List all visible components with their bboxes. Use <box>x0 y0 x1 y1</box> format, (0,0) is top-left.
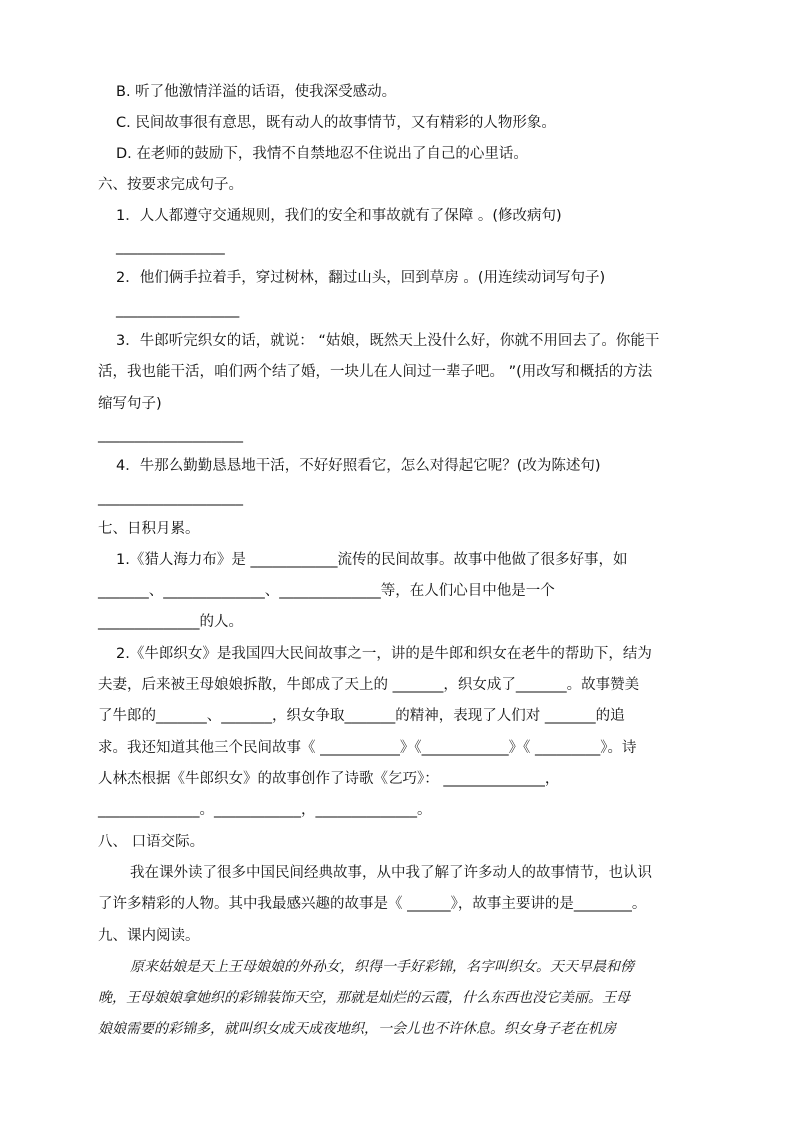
question-6-3-line-1: 3．牛郎听完织女的话，就说： “姑娘，既然天上没什么好，你就不用回去了。你能干 <box>116 333 660 349</box>
section-6-heading: 六、按要求完成句子。 <box>98 177 243 193</box>
reading-passage-line-2: 晚，王母娘娘拿她织的彩锦装饰天空，那就是灿烂的云霞，什么东西也没它美丽。王母 <box>98 990 630 1006</box>
question-7-2-line-4: 求。我还知道其他三个民间故事《 ___________》《____________》《 _________》。诗 <box>98 740 637 756</box>
section-8-heading: 八、 口语交际。 <box>98 834 205 850</box>
question-7-1-line-3: ______________的人。 <box>98 614 243 630</box>
option-d: D. 在老师的鼓励下，我情不自禁地忍不住说出了自己的心里话。 <box>116 146 528 162</box>
question-7-1-line-2: _______、______________、______________等，在人们心目中他是一个 <box>98 583 555 599</box>
question-6-1: 1．人人都遵守交通规则，我们的安全和事故就有了保障 。(修改病句) <box>116 208 562 224</box>
question-7-2-line-5: 人林杰根据《牛郎织女》的故事创作了诗歌《乞巧》： ______________， <box>98 771 560 787</box>
question-7-2-line-3: 了牛郎的_______、_______，织女争取_______的精神，表现了人们对 _______的追 <box>98 708 625 724</box>
question-7-2-line-1: 2.《牛郎织女》是我国四大民间故事之一，讲的是牛郎和织女在老牛的帮助下，结为 <box>116 646 652 662</box>
answer-blank-6-4[interactable]: ____________________ <box>98 490 243 506</box>
question-6-4: 4．牛那么勤勤恳恳地干活，不好好照看它，怎么对得起它呢？(改为陈述句) <box>116 458 601 474</box>
reading-passage-line-1: 原来姑娘是天上王母娘娘的外孙女，织得一手好彩锦，名字叫织女。天天早晨和傍 <box>130 959 634 975</box>
question-7-2-line-6: ______________。____________，______________。 <box>98 802 432 818</box>
answer-blank-6-1[interactable]: _______________ <box>116 239 225 255</box>
question-7-1-line-1: 1.《猎人海力布》是 ____________流传的民间故事。故事中他做了很多好事，如 <box>116 552 628 568</box>
question-6-3-line-3: 缩写句子) <box>98 396 162 412</box>
answer-blank-6-3[interactable]: ____________________ <box>98 427 243 443</box>
question-6-2: 2．他们俩手拉着手，穿过树林，翻过山头，回到草房 。(用连续动词写句子) <box>116 270 606 286</box>
answer-blank-6-2[interactable]: _________________ <box>116 302 240 318</box>
option-c: C. 民间故事很有意思，既有动人的故事情节，又有精彩的人物形象。 <box>116 115 556 131</box>
section-7-heading: 七、日积月累。 <box>98 521 200 537</box>
section-8-paragraph-line-1: 我在课外读了很多中国民间经典故事，从中我了解了许多动人的故事情节，也认识 <box>130 865 652 881</box>
question-6-3-line-2: 活，我也能干活，咱们两个结了婚，一块儿在人间过一辈子吧。 ”(用改写和概括的方法 <box>98 364 653 380</box>
section-8-paragraph-line-2: 了许多精彩的人物。其中我最感兴趣的故事是《 ______》，故事主要讲的是________。 <box>98 896 647 912</box>
question-7-2-line-2: 夫妻，后来被王母娘娘拆散，牛郎成了天上的 _______，织女成了_______。故事赞美 <box>98 677 640 693</box>
option-b: B. 听了他激情洋溢的话语，使我深受感动。 <box>116 84 397 100</box>
reading-passage-line-3: 娘娘需要的彩锦多，就叫织女成天成夜地织，一会儿也不许休息。织女身子老在机房 <box>98 1021 616 1037</box>
section-9-heading: 九、课内阅读。 <box>98 928 200 944</box>
